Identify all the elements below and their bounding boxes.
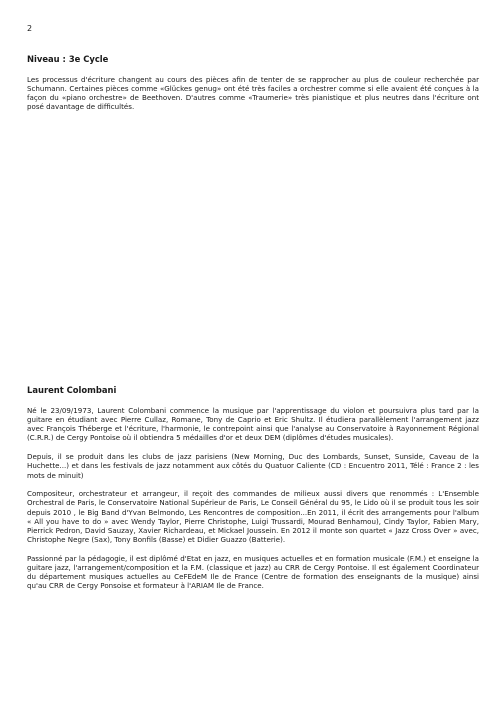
section-heading-biography: Laurent Colombani (27, 385, 117, 395)
paragraph-niveau-1: Les processus d'écriture changent au cours des pièces afin de tenter de se rapprocher au plus de couleur recherchée par Schumann. Certaines pièces comme «Glückes genug» ont été très faciles a orchestrer comme si elle avaient été conçues à la façon du «piano orchestre» de Beethoven. D'autres comme «Traumerie» très pianistique et plus neutres dans l'écriture ont posé davantage de difficultés. (27, 75, 479, 112)
section-biography (27, 385, 479, 600)
section-heading-niveau: Niveau : 3e Cycle (27, 54, 109, 64)
page-number: 2 (27, 24, 33, 33)
paragraph-biography-3: Compositeur, orchestrateur et arrangeur, il reçoit des commandes de milieux aussi divers que renommés : L'Ensemble Orchestral de Paris, le Conservatoire National Supérieur de Paris, Le Conseil Général du 95, le Lido où il se produit tous les soir depuis 2010 , le Big Band d'Yvan Belmondo, Les Rencontres de composition...En 2011, il écrit des arrangements pour l'album « All you have to do » avec Wendy Taylor, Pierre Christophe, Luigi Trussardi, Mourad Benhamou), Cindy Taylor, Fabien Mary, Pierrick Pedron, David Sauzay, Xavier Richardeau, et Mickael Joussein. En 2012 il monte son quartet « Jazz Cross Over » avec, Christophe Negre (Sax), Tony Bonfils (Basse) et Didier Guazzo (Batterie). (27, 489, 479, 545)
paragraph-biography-1: Né le 23/09/1973, Laurent Colombani commence la musique par l'apprentissage du violon et poursuivra plus tard par la guitare en étudiant avec Pierre Cullaz, Romane, Tony de Caprio et Eric Shultz. Il étudiera parallèlement l'arrangement jazz avec François Théberge et l'écriture, l'harmonie, le contrepoint ainsi que l'analyse au Conservatoire à Rayonnement Régional (C.R.R.) de Cergy Pontoise où il obtiendra 5 médailles d'or et deux DEM (diplômes d'études musicales). (27, 406, 479, 443)
section-niveau (27, 54, 479, 121)
paragraph-biography-4: Passionné par la pédagogie, il est diplômé d'Etat en jazz, en musiques actuelles et en formation musicale (F.M.) et enseigne la guitare jazz, l'arrangement/composition et la F.M. (classique et jazz) au CRR de Cergy Pontoise. Il est également Coordinateur du département musiques actuelles au CeFEdeM Ile de France (Centre de formation des enseignants de la musique) ainsi qu'au CRR de Cergy Ponsoise et formateur à l'ARIAM Ile de France. (27, 553, 479, 591)
paragraph-biography-2: Depuis, il se produit dans les clubs de jazz parisiens (New Morning, Duc des Lombards, Sunset, Sunside, Caveau de la Huchette...) et dans les festivals de jazz notamment aux côtés du Quatuor Caliente (CD : Encuentro 2011, Télé : France 2 : les mots de minuit) (27, 452, 479, 480)
